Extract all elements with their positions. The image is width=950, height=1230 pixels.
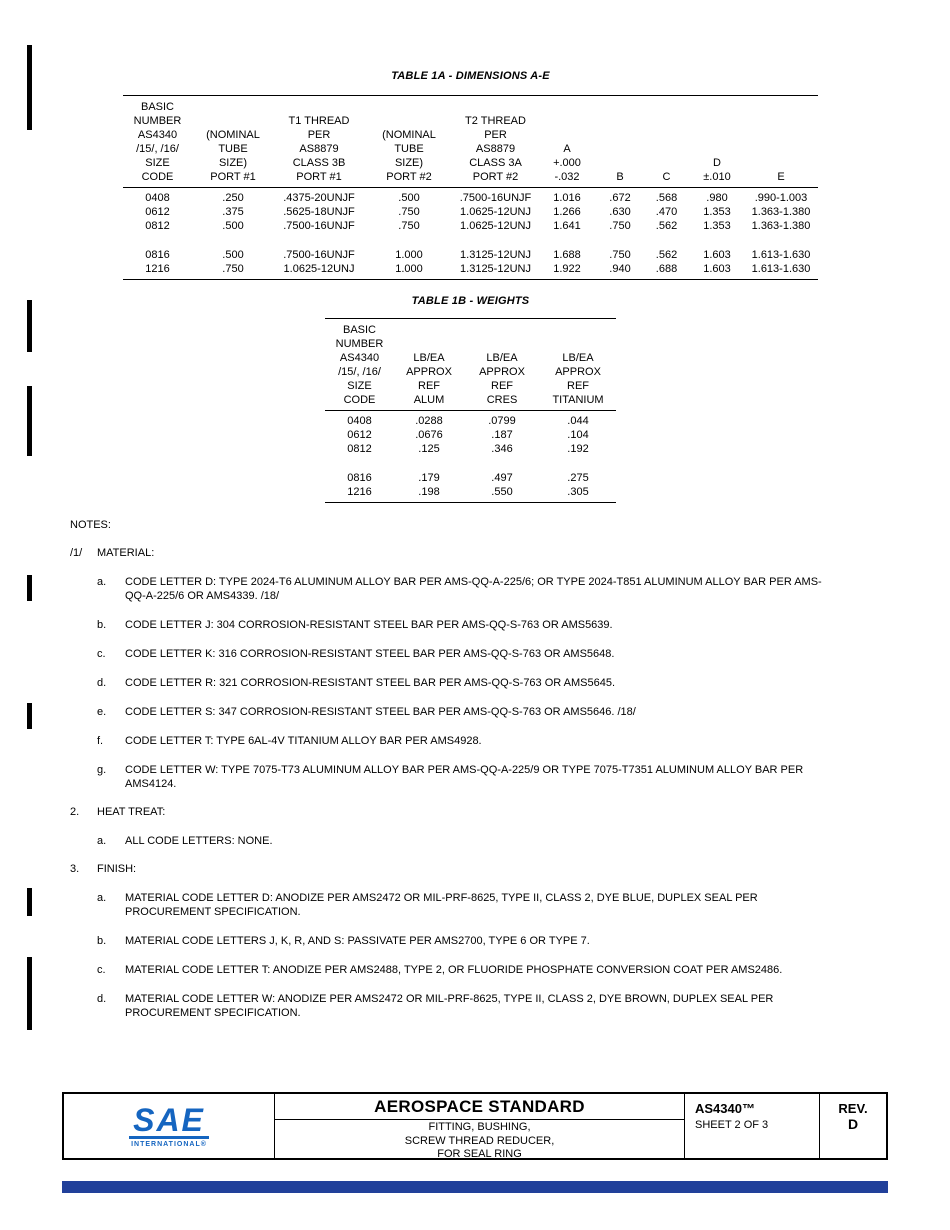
standard-title: AEROSPACE STANDARD bbox=[275, 1094, 684, 1120]
change-bar bbox=[27, 957, 32, 1030]
table-cell: 0816 bbox=[347, 472, 372, 484]
note-item-text: MATERIAL CODE LETTERS J, K, R, AND S: PASSIVATE PER AMS2700, TYPE 6 OR TYPE 7. bbox=[125, 935, 590, 947]
table-cell: 0408 bbox=[347, 415, 372, 427]
table-cell: .562 bbox=[655, 249, 678, 261]
note-item-text: MATERIAL CODE LETTER T: ANODIZE PER AMS2488, TYPE 2, OR FLUORIDE PHOSPHATE CONVERSION COAT PER AMS2486. bbox=[125, 964, 783, 976]
table-cell: .980 bbox=[706, 192, 728, 204]
column-header: BASIC NUMBER AS4340 /15/, /16/ SIZE CODE bbox=[123, 96, 192, 188]
table-cell: 0612 bbox=[347, 429, 372, 441]
sae-logo-text: SAE bbox=[129, 1105, 209, 1139]
table-cell: 1.353 bbox=[703, 220, 731, 232]
note-item bbox=[97, 834, 838, 848]
table-cell: 1.016 bbox=[553, 192, 581, 204]
document-number: AS4340™ bbox=[695, 1101, 755, 1116]
table-row bbox=[123, 188, 818, 206]
table-cell: .750 bbox=[398, 220, 420, 232]
spacer-cell bbox=[325, 456, 616, 471]
revision-value: D bbox=[847, 1116, 859, 1132]
change-bar bbox=[27, 45, 32, 130]
table-cell: 0612 bbox=[145, 206, 170, 218]
note-item bbox=[97, 734, 838, 748]
note-item-label: a. bbox=[97, 892, 107, 904]
change-bar bbox=[27, 575, 32, 601]
table-group-spacer bbox=[325, 456, 616, 471]
note-item-label: d. bbox=[97, 993, 107, 1005]
column-header: E bbox=[744, 96, 818, 188]
column-header: B bbox=[597, 96, 643, 188]
change-bar bbox=[27, 703, 32, 729]
note-item-text: CODE LETTER R: 321 CORROSION-RESISTANT STEEL BAR PER AMS-QQ-S-763 OR AMS5645. bbox=[125, 677, 616, 689]
standard-subtitle-line: FITTING, BUSHING, bbox=[428, 1121, 531, 1133]
table-row bbox=[123, 262, 818, 280]
table-cell: .550 bbox=[491, 486, 513, 498]
table-cell: 1.603 bbox=[703, 263, 731, 275]
note-item-text: CODE LETTER W: TYPE 7075-T73 ALUMINUM ALLOY BAR PER AMS-QQ-A-225/9 OR TYPE 7075-T7351 ALUMINUM ALLOY BAR PER AMS4124. bbox=[125, 764, 804, 790]
column-header: LB/EA APPROX REF CRES bbox=[464, 319, 540, 411]
note-section-header bbox=[70, 805, 838, 819]
revision-cell bbox=[820, 1094, 886, 1158]
note-item-text: MATERIAL CODE LETTER D: ANODIZE PER AMS2472 OR MIL-PRF-8625, TYPE II, CLASS 2, DYE BLUE, DUPLEX SEAL PER PROCUREMENT SPECIFICATION. bbox=[125, 892, 758, 918]
sae-logo bbox=[64, 1094, 275, 1158]
table-row bbox=[325, 471, 616, 485]
change-bar bbox=[27, 888, 32, 916]
note-section-header bbox=[70, 546, 838, 560]
table-cell: .500 bbox=[222, 249, 244, 261]
table-cell: .497 bbox=[491, 472, 513, 484]
column-header: T2 THREAD PER AS8879 CLASS 3A PORT #2 bbox=[454, 96, 537, 188]
table-cell: 1.603 bbox=[703, 249, 731, 261]
table-row bbox=[325, 411, 616, 429]
note-item bbox=[97, 934, 838, 948]
note-item bbox=[97, 992, 838, 1020]
standard-subtitle-line: SCREW THREAD REDUCER, bbox=[404, 1134, 555, 1147]
table-cell: .750 bbox=[222, 263, 244, 275]
note-section-label: 2. bbox=[70, 806, 80, 818]
table-cell: .7500-16UNJF bbox=[283, 249, 355, 261]
document-number-cell bbox=[685, 1094, 820, 1158]
note-section-material bbox=[70, 546, 838, 791]
note-section-header bbox=[70, 862, 838, 876]
note-item bbox=[97, 891, 838, 919]
table-cell: 1.922 bbox=[553, 263, 581, 275]
table-header-row bbox=[123, 96, 818, 188]
note-section-label: 3. bbox=[70, 863, 80, 875]
column-header: LB/EA APPROX REF ALUM bbox=[394, 319, 464, 411]
table-cell: .470 bbox=[655, 206, 678, 218]
note-item bbox=[97, 618, 838, 632]
table-cell: 1216 bbox=[145, 263, 170, 275]
table-1a-dimensions bbox=[123, 95, 818, 280]
table-cell: .568 bbox=[655, 192, 678, 204]
table-cell: .275 bbox=[567, 472, 589, 484]
table-cell: 1.3125-12UNJ bbox=[460, 249, 531, 261]
notes-heading: NOTES: bbox=[70, 519, 111, 531]
note-section-title: HEAT TREAT: bbox=[97, 806, 166, 818]
table-cell: .7500-16UNJF bbox=[459, 192, 532, 204]
note-section-finish bbox=[70, 862, 838, 1020]
sheet-number: SHEET 2 OF 3 bbox=[695, 1119, 769, 1131]
table-cell: .500 bbox=[398, 192, 420, 204]
note-item bbox=[97, 647, 838, 661]
table-cell: 1216 bbox=[347, 486, 372, 498]
note-item-label: b. bbox=[97, 935, 107, 947]
table-cell: 1.641 bbox=[553, 220, 581, 232]
notes-block bbox=[70, 518, 838, 1020]
table-cell: 0816 bbox=[145, 249, 170, 261]
table-cell: .187 bbox=[491, 429, 513, 441]
table-cell: .198 bbox=[418, 486, 440, 498]
note-item-text: MATERIAL CODE LETTER W: ANODIZE PER AMS2472 OR MIL-PRF-8625, TYPE II, CLASS 2, DYE BROWN, DUPLEX SEAL PER PROCUREMENT SPECIFICATION. bbox=[125, 993, 774, 1019]
note-item-label: d. bbox=[97, 677, 107, 689]
table-cell: .250 bbox=[222, 192, 244, 204]
table-1b-title: TABLE 1B - WEIGHTS bbox=[411, 295, 530, 307]
revision-label: REV. bbox=[838, 1101, 868, 1116]
table-cell: .750 bbox=[398, 206, 420, 218]
table-cell: .688 bbox=[655, 263, 678, 275]
note-section-label: /1/ bbox=[70, 547, 83, 559]
table-cell: .500 bbox=[222, 220, 244, 232]
note-section-heat-treat bbox=[70, 805, 838, 848]
table-cell: .0288 bbox=[415, 415, 443, 427]
table-cell: .0676 bbox=[415, 429, 443, 441]
note-item-text: CODE LETTER D: TYPE 2024-T6 ALUMINUM ALLOY BAR PER AMS-QQ-A-225/6; OR TYPE 2024-T851 ALUMINUM ALLOY BAR PER AMS-QQ-A-225/6 OR AMS4339. /18/ bbox=[125, 576, 822, 602]
table-cell: .750 bbox=[609, 249, 631, 261]
table-cell: 0812 bbox=[347, 443, 372, 455]
table-cell: .750 bbox=[609, 220, 631, 232]
table-row bbox=[123, 205, 818, 219]
note-item-label: f. bbox=[97, 735, 104, 747]
table-cell: .125 bbox=[418, 443, 440, 455]
table-cell: .104 bbox=[567, 429, 589, 441]
note-section-title: FINISH: bbox=[97, 863, 137, 875]
note-item-text: CODE LETTER J: 304 CORROSION-RESISTANT STEEL BAR PER AMS-QQ-S-763 OR AMS5639. bbox=[125, 619, 613, 631]
table-cell: 1.363-1.380 bbox=[751, 220, 811, 232]
table-cell: 1.0625-12UNJ bbox=[283, 263, 355, 275]
standard-subtitle bbox=[275, 1120, 684, 1162]
note-section-title: MATERIAL: bbox=[97, 547, 155, 559]
change-bar bbox=[27, 300, 32, 352]
standard-title-cell bbox=[275, 1094, 685, 1158]
table-row bbox=[325, 485, 616, 503]
table-1b-weights bbox=[325, 318, 616, 503]
table-cell: 1.266 bbox=[553, 206, 581, 218]
table-row bbox=[123, 219, 818, 233]
table-cell: .044 bbox=[567, 415, 589, 427]
spacer-cell bbox=[123, 233, 818, 248]
table-cell: .7500-16UNJF bbox=[283, 220, 355, 232]
table-cell: .375 bbox=[222, 206, 244, 218]
note-item bbox=[97, 676, 838, 690]
table-cell: .940 bbox=[609, 263, 631, 275]
note-item-label: b. bbox=[97, 619, 107, 631]
column-header: A +.000 -.032 bbox=[537, 96, 597, 188]
title-block bbox=[62, 1092, 888, 1160]
table-cell: .5625-18UNJF bbox=[283, 206, 355, 218]
note-item bbox=[97, 763, 838, 791]
table-cell: .4375-20UNJF bbox=[283, 192, 355, 204]
note-item bbox=[97, 963, 838, 977]
table-group-spacer bbox=[123, 233, 818, 248]
table-cell: .179 bbox=[418, 472, 440, 484]
table-cell: 1.3125-12UNJ bbox=[460, 263, 531, 275]
bottom-accent-bar bbox=[62, 1181, 888, 1193]
table-cell: 0408 bbox=[145, 192, 170, 204]
table-cell: 1.000 bbox=[395, 263, 423, 275]
table-header-row bbox=[325, 319, 616, 411]
standard-subtitle-line: FOR SEAL RING bbox=[437, 1148, 522, 1160]
column-header: BASIC NUMBER AS4340 /15/, /16/ SIZE CODE bbox=[325, 319, 394, 411]
table-row bbox=[123, 248, 818, 262]
note-item-label: c. bbox=[97, 964, 106, 976]
table-cell: 0812 bbox=[145, 220, 170, 232]
column-header: C bbox=[643, 96, 690, 188]
sae-logo-subtext: INTERNATIONAL® bbox=[131, 1140, 207, 1148]
table-row bbox=[325, 442, 616, 456]
note-item-text: CODE LETTER S: 347 CORROSION-RESISTANT STEEL BAR PER AMS-QQ-S-763 OR AMS5646. /18/ bbox=[125, 706, 636, 718]
note-item-label: a. bbox=[97, 835, 107, 847]
note-item-text: CODE LETTER K: 316 CORROSION-RESISTANT STEEL BAR PER AMS-QQ-S-763 OR AMS5648. bbox=[125, 648, 615, 660]
note-item-label: g. bbox=[97, 764, 107, 776]
column-header: LB/EA APPROX REF TITANIUM bbox=[540, 319, 616, 411]
note-item-label: c. bbox=[97, 648, 106, 660]
table-row bbox=[325, 428, 616, 442]
table-cell: .346 bbox=[491, 443, 513, 455]
table-cell: .672 bbox=[609, 192, 631, 204]
table-cell: 1.688 bbox=[553, 249, 581, 261]
table-cell: .562 bbox=[655, 220, 678, 232]
table-cell: 1.613-1.630 bbox=[751, 263, 811, 275]
note-item-label: a. bbox=[97, 576, 107, 588]
table-cell: .305 bbox=[567, 486, 589, 498]
table-cell: 1.0625-12UNJ bbox=[460, 206, 531, 218]
column-header: D ±.010 bbox=[690, 96, 744, 188]
column-header: T1 THREAD PER AS8879 CLASS 3B PORT #1 bbox=[274, 96, 364, 188]
table-cell: .990-1.003 bbox=[754, 192, 808, 204]
note-item-label: e. bbox=[97, 706, 107, 718]
column-header: (NOMINAL TUBE SIZE) PORT #2 bbox=[364, 96, 454, 188]
table-cell: .0799 bbox=[488, 415, 516, 427]
note-item-text: CODE LETTER T: TYPE 6AL-4V TITANIUM ALLOY BAR PER AMS4928. bbox=[125, 735, 482, 747]
note-item-text: ALL CODE LETTERS: NONE. bbox=[125, 835, 273, 847]
note-item bbox=[97, 705, 838, 719]
table-cell: 1.613-1.630 bbox=[751, 249, 811, 261]
change-bar bbox=[27, 386, 32, 456]
table-cell: .630 bbox=[609, 206, 631, 218]
table-cell: 1.353 bbox=[703, 206, 731, 218]
table-1a-title: TABLE 1A - DIMENSIONS A-E bbox=[391, 70, 550, 82]
column-header: (NOMINAL TUBE SIZE) PORT #1 bbox=[192, 96, 274, 188]
table-cell: 1.363-1.380 bbox=[751, 206, 811, 218]
table-cell: 1.000 bbox=[395, 249, 423, 261]
table-cell: 1.0625-12UNJ bbox=[460, 220, 531, 232]
table-cell: .192 bbox=[567, 443, 589, 455]
note-item bbox=[97, 575, 838, 603]
